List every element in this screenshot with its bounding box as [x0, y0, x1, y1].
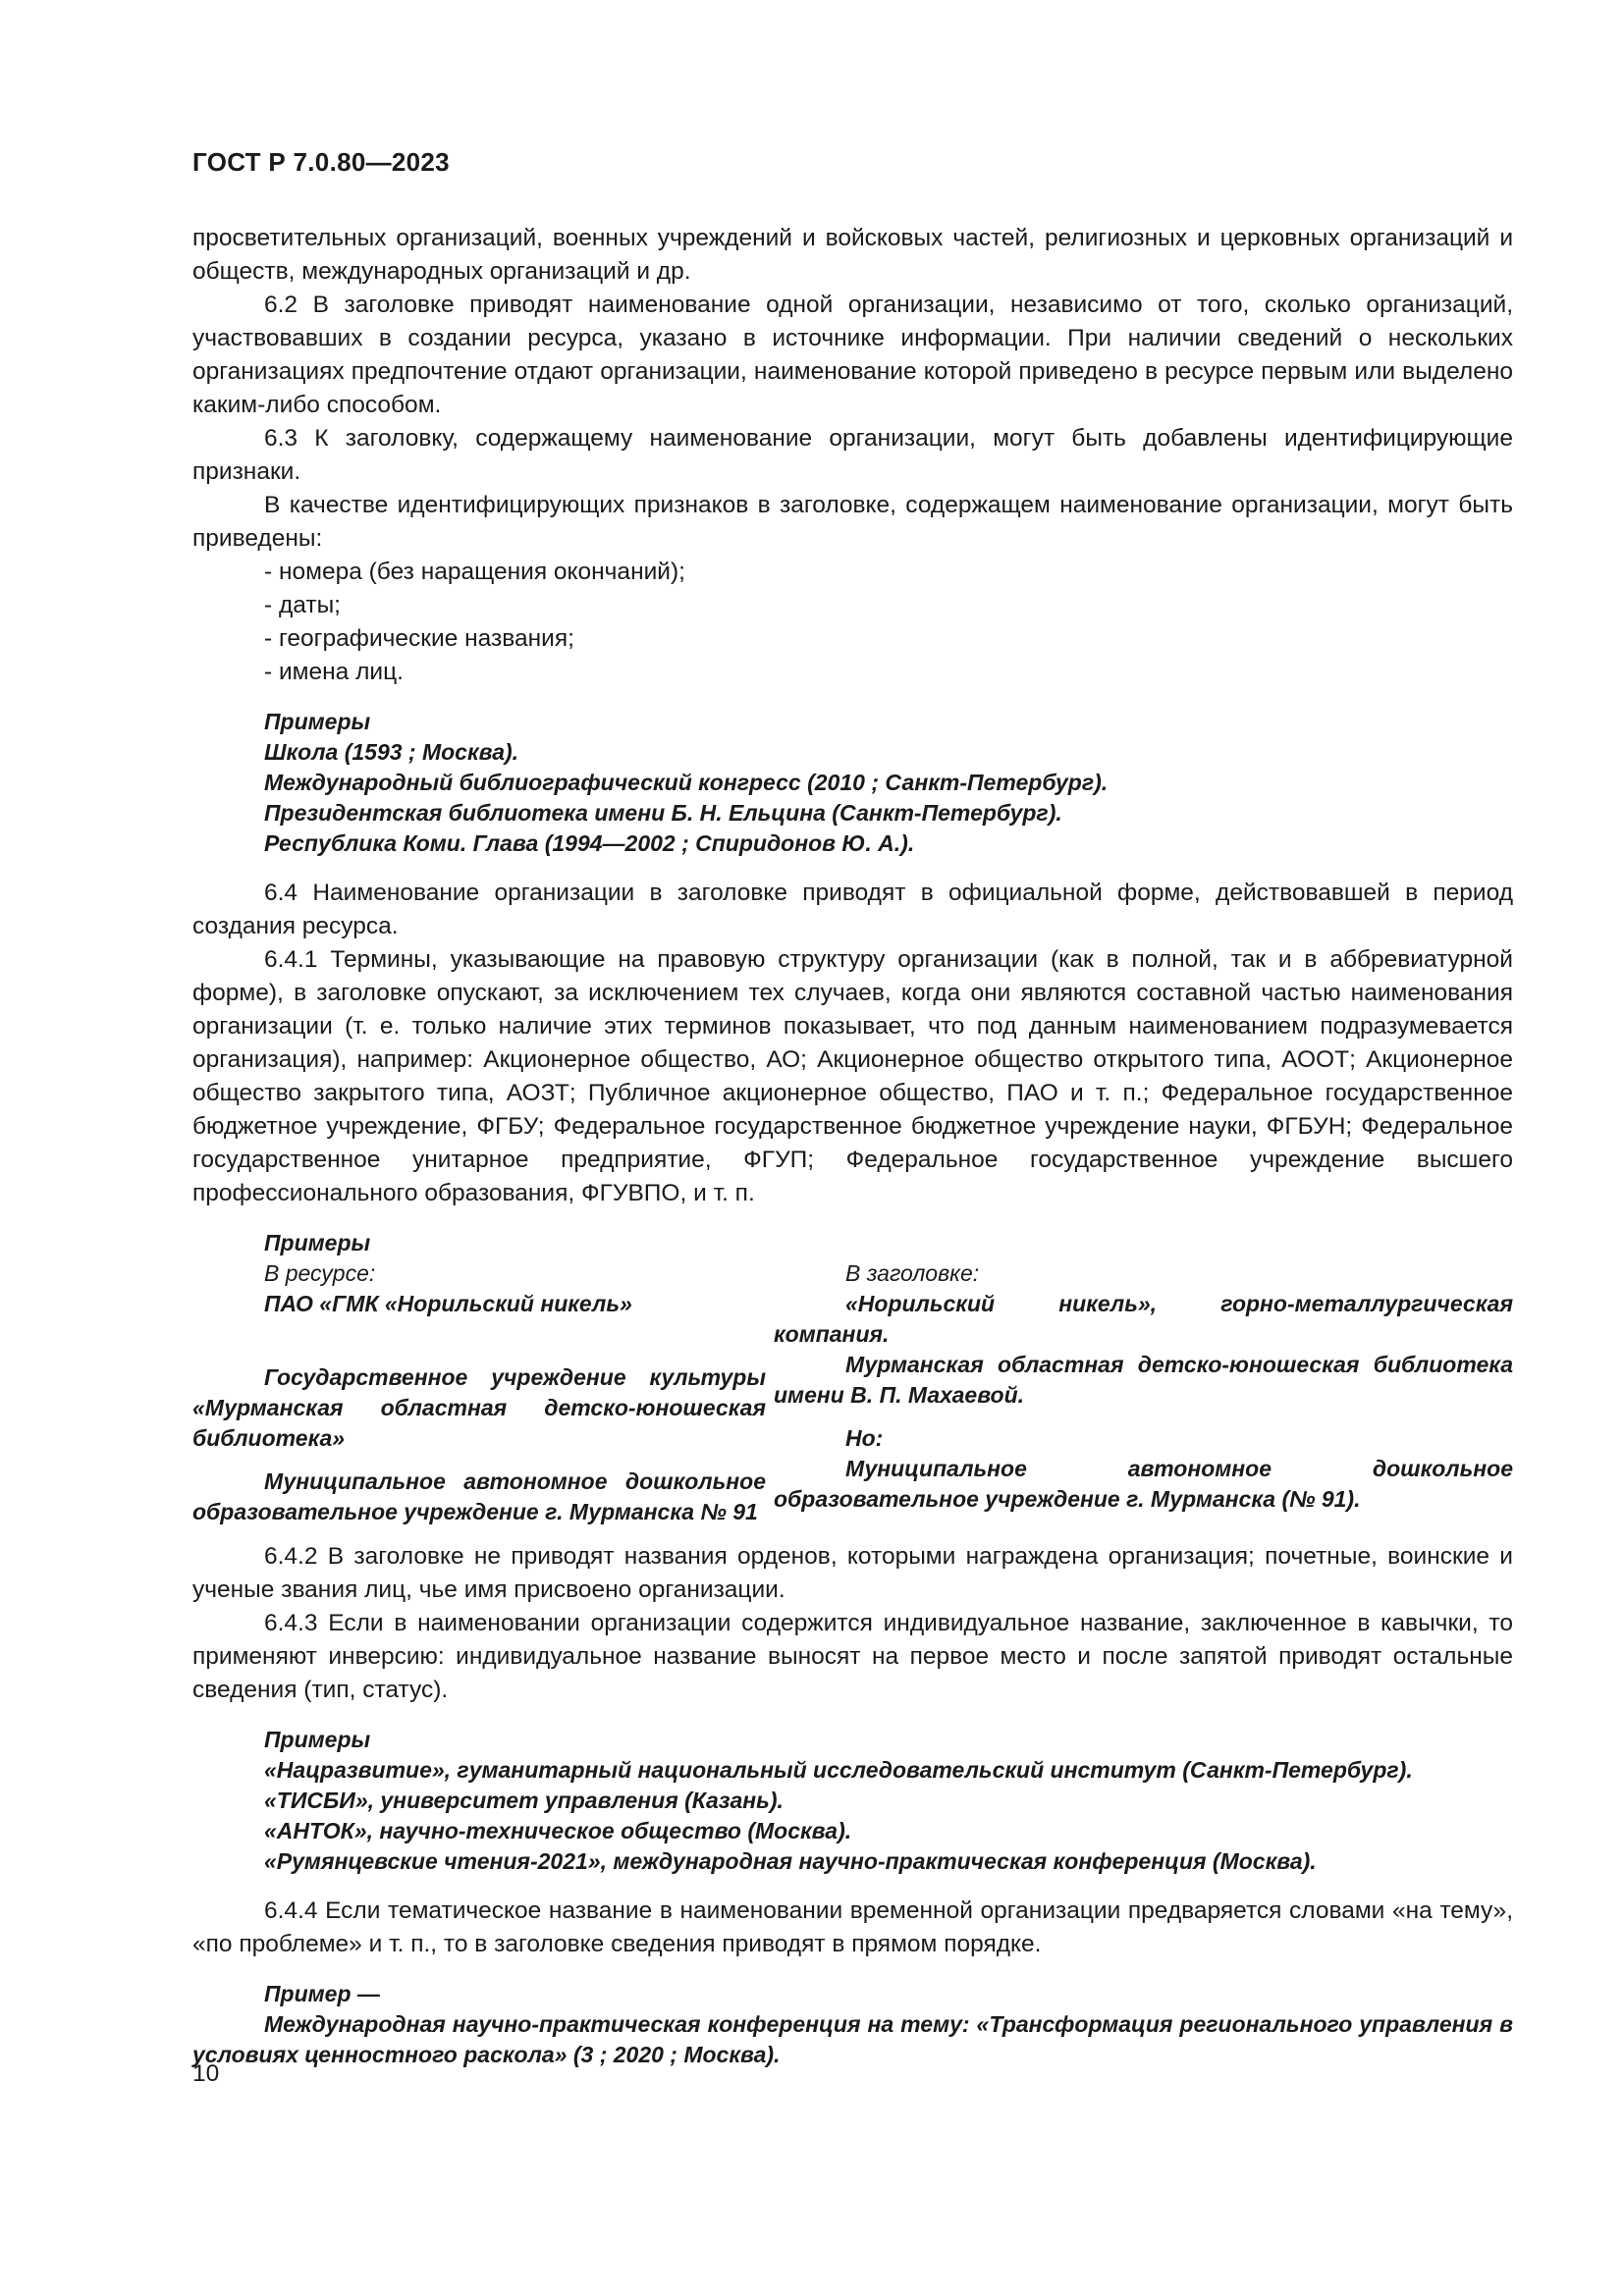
example-item: Республика Коми. Глава (1994—2002 ; Спиридонов Ю. А.).	[264, 830, 915, 856]
section-6-4-3: 6.4.3 Если в наименовании организации содержится индивидуальное название, заключенное в кавычки, то применяют инверсию: индивидуальное название выносят на первое место и после запятой приводят остальные сведения (тип, статус).	[192, 1610, 1513, 1703]
section-6-4-1: 6.4.1 Термины, указывающие на правовую структуру организации (как в полной, так и в аббревиатурной форме), в заголовке опускают, за исключением тех случаев, когда они являются составной частью наименования организации (т. е. только наличие этих терминов показывает, что под данным наименованием подразумевается организация), например: Акционерное общество, АО; Акционерное общество открытого типа, АООТ; Акционерное общество закрытого типа, АОЗТ; Публичное акционерное общество, ПАО и т. п.; Федеральное государственное бюджетное учреждение, ФГБУ; Федеральное государственное бюджетное учреждение науки, ФГБУН; Федеральное государственное унитарное предприятие, ФГУП; Федеральное государственное учреждение высшего профессионального образования, ФГУВПО, и т. п.	[192, 946, 1513, 1206]
example-left-2: Государственное учреждение культуры «Мурманская областная детско-юношеская библиотека»	[192, 1364, 766, 1451]
example-right-3: Муниципальное автономное дошкольное образовательное учреждение г. Мурманска (№ 91).	[774, 1456, 1513, 1512]
examples-label: Примеры	[264, 709, 371, 734]
example-left-3: Муниципальное автономное дошкольное образовательное учреждение г. Мурманска № 91	[192, 1468, 766, 1524]
example-item: Школа (1593 ; Москва).	[264, 739, 519, 765]
list-item: - номера (без наращения окончаний);	[264, 559, 685, 585]
section-6-4: 6.4 Наименование организации в заголовке приводят в официальной форме, действовавшей в период создания ресурса.	[192, 880, 1513, 939]
examples-label: Примеры	[264, 1230, 371, 1255]
example-item: Международный библиографический конгресс (2010 ; Санкт-Петербург).	[264, 770, 1109, 795]
column-label-heading: В заголовке:	[845, 1260, 980, 1286]
example-item: «Нацразвитие», гуманитарный национальный исследовательский институт (Санкт-Петербург).	[264, 1757, 1413, 1783]
example-item: «Румянцевские чтения-2021», международная научно-практическая конференция (Москва).	[264, 1848, 1317, 1874]
examples-two-column	[192, 1258, 1513, 1527]
example-right-1: «Норильский никель», горно-металлургическая компания.	[774, 1291, 1513, 1347]
example-right-no: Но:	[845, 1425, 884, 1451]
examples-label: Примеры	[264, 1727, 371, 1752]
example-label: Пример —	[264, 1981, 380, 2006]
list-item: - имена лиц.	[264, 659, 404, 685]
section-6-3-text2: В качестве идентифицирующих признаков в заголовке, содержащем наименование организации, могут быть приведены:	[192, 492, 1513, 552]
document-body	[192, 222, 1513, 2070]
section-6-2: 6.2 В заголовке приводят наименование одной организации, независимо от того, сколько организаций, участвовавших в создании ресурса, указано в источнике информации. При наличии сведений о нескольких организациях предпочтение отдают организации, наименование которой приведено в ресурсе первым или выделено каким-либо способом.	[192, 292, 1513, 418]
identifier-list	[192, 556, 1513, 689]
example-right-2: Мурманская областная детско-юношеская библиотека имени В. П. Махаевой.	[774, 1352, 1513, 1408]
examples-block-6-4-3	[192, 1725, 1513, 1877]
page-number: 10	[192, 2060, 220, 2087]
section-6-4-2: 6.4.2 В заголовке не приводят названия орденов, которыми награждена организация; почетные, воинские и ученые звания лиц, чье имя присвоено организации.	[192, 1543, 1513, 1603]
intro-paragraph: просветительных организаций, военных учреждений и войсковых частей, религиозных и церковных организаций и обществ, международных организаций и др.	[192, 225, 1513, 285]
section-6-3: 6.3 К заголовку, содержащему наименование организации, могут быть добавлены идентифицирующие признаки.	[192, 425, 1513, 485]
list-item: - географические названия;	[264, 625, 574, 652]
list-item: - даты;	[264, 592, 341, 618]
document-header: ГОСТ Р 7.0.80—2023	[192, 147, 450, 177]
example-left-1: ПАО «ГМК «Норильский никель»	[264, 1291, 632, 1316]
example-item: «ТИСБИ», университет управления (Казань).	[264, 1788, 784, 1813]
example-item: Международная научно-практическая конференция на тему: «Трансформация регионального управления в условиях ценностного раскола» (3 ; 2020 ; Москва).	[192, 2011, 1513, 2067]
example-item: «АНТОК», научно-техническое общество (Москва).	[264, 1818, 852, 1843]
section-6-4-4: 6.4.4 Если тематическое название в наименовании временной организации предваряется словами «на тему», «по проблеме» и т. п., то в заголовке сведения приводят в прямом порядке.	[192, 1897, 1513, 1957]
column-label-source: В ресурсе:	[264, 1260, 376, 1286]
examples-block-6-3	[192, 707, 1513, 859]
example-item: Президентская библиотека имени Б. Н. Ельцина (Санкт-Петербург).	[264, 800, 1062, 826]
